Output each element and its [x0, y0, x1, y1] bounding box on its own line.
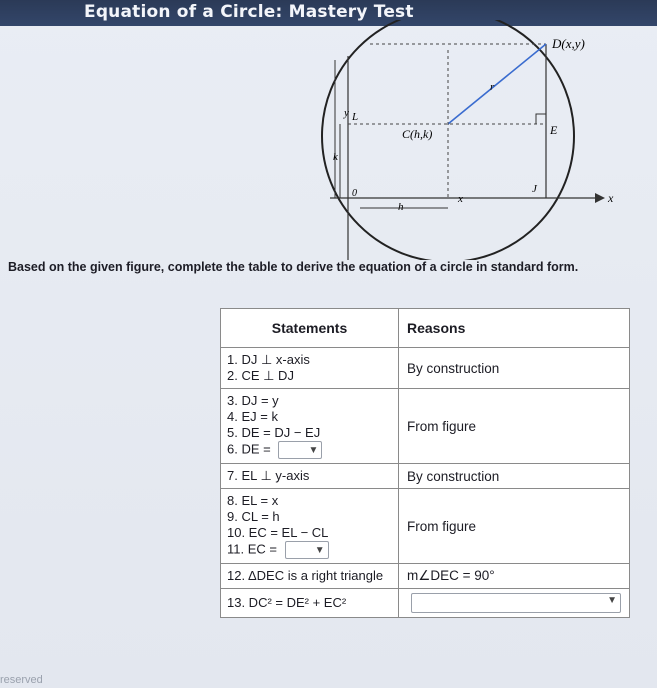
statement-line: 11. EC =	[227, 541, 277, 557]
x-axis-arrow	[595, 193, 605, 203]
label-y: y	[344, 107, 349, 119]
table-row	[221, 348, 630, 389]
label-r: r	[490, 81, 495, 93]
label-d: D(x,y)	[552, 36, 585, 51]
reason-cell: m∠DEC = 90°	[399, 564, 630, 589]
chevron-down-icon: ▼	[308, 445, 319, 456]
statement-cell	[221, 489, 399, 564]
table-row	[221, 389, 630, 464]
table-row	[221, 589, 630, 618]
footer-text: reserved	[0, 674, 43, 686]
de-dropdown[interactable]	[278, 441, 322, 459]
reason-cell: By construction	[399, 464, 630, 489]
label-k: k	[333, 151, 338, 163]
statement-line: 9. CL = h	[227, 509, 280, 524]
radius-line	[448, 44, 546, 124]
statement-line: 3. DJ = y	[227, 393, 279, 408]
statements-header: Statements	[221, 309, 399, 348]
proof-table	[220, 308, 630, 618]
statement-line: 1. DJ ⊥ x-axis	[227, 352, 310, 367]
table-row	[221, 464, 630, 489]
statement-line: 8. EL = x	[227, 493, 279, 508]
statement-line: 4. EJ = k	[227, 409, 278, 424]
statement-cell	[221, 348, 399, 389]
statement-line: 2. CE ⊥ DJ	[227, 368, 294, 383]
reasons-header: Reasons	[399, 309, 630, 348]
statement-line: 6. DE =	[227, 441, 271, 457]
page-title: Equation of a Circle: Mastery Test	[84, 2, 414, 22]
label-e: E	[550, 123, 558, 137]
circle-figure	[300, 20, 630, 260]
instruction-text: Based on the given figure, complete the table to derive the equation of a circle in standard form.	[8, 260, 579, 274]
statement-cell	[221, 564, 399, 589]
reason-cell: By construction	[399, 348, 630, 389]
reason-cell: From figure	[399, 489, 630, 564]
reason-13-dropdown[interactable]	[411, 593, 621, 613]
statement-cell	[221, 389, 399, 464]
reason-cell	[399, 589, 630, 618]
label-origin: 0	[352, 188, 357, 199]
table-row	[221, 564, 630, 589]
label-j: J	[532, 183, 537, 195]
label-x-seg: x	[458, 193, 463, 205]
chevron-down-icon: ▼	[607, 595, 617, 606]
statement-line: 13. DC² = DE² + EC²	[227, 595, 347, 610]
statement-line: 7. EL ⊥ y-axis	[227, 468, 310, 483]
statement-cell	[221, 589, 399, 618]
label-h: h	[398, 201, 404, 213]
reason-cell: From figure	[399, 389, 630, 464]
statement-line: 10. EC = EL − CL	[227, 525, 329, 540]
chevron-down-icon: ▼	[314, 545, 325, 556]
statement-line: 5. DE = DJ − EJ	[227, 425, 321, 440]
label-x-axis: x	[608, 191, 614, 205]
statement-cell	[221, 464, 399, 489]
ec-dropdown[interactable]	[285, 541, 329, 559]
table-row	[221, 489, 630, 564]
label-l: L	[352, 111, 359, 123]
statement-line: 12. ΔDEC is a right triangle	[227, 568, 384, 583]
label-c: C(h,k)	[402, 127, 433, 141]
